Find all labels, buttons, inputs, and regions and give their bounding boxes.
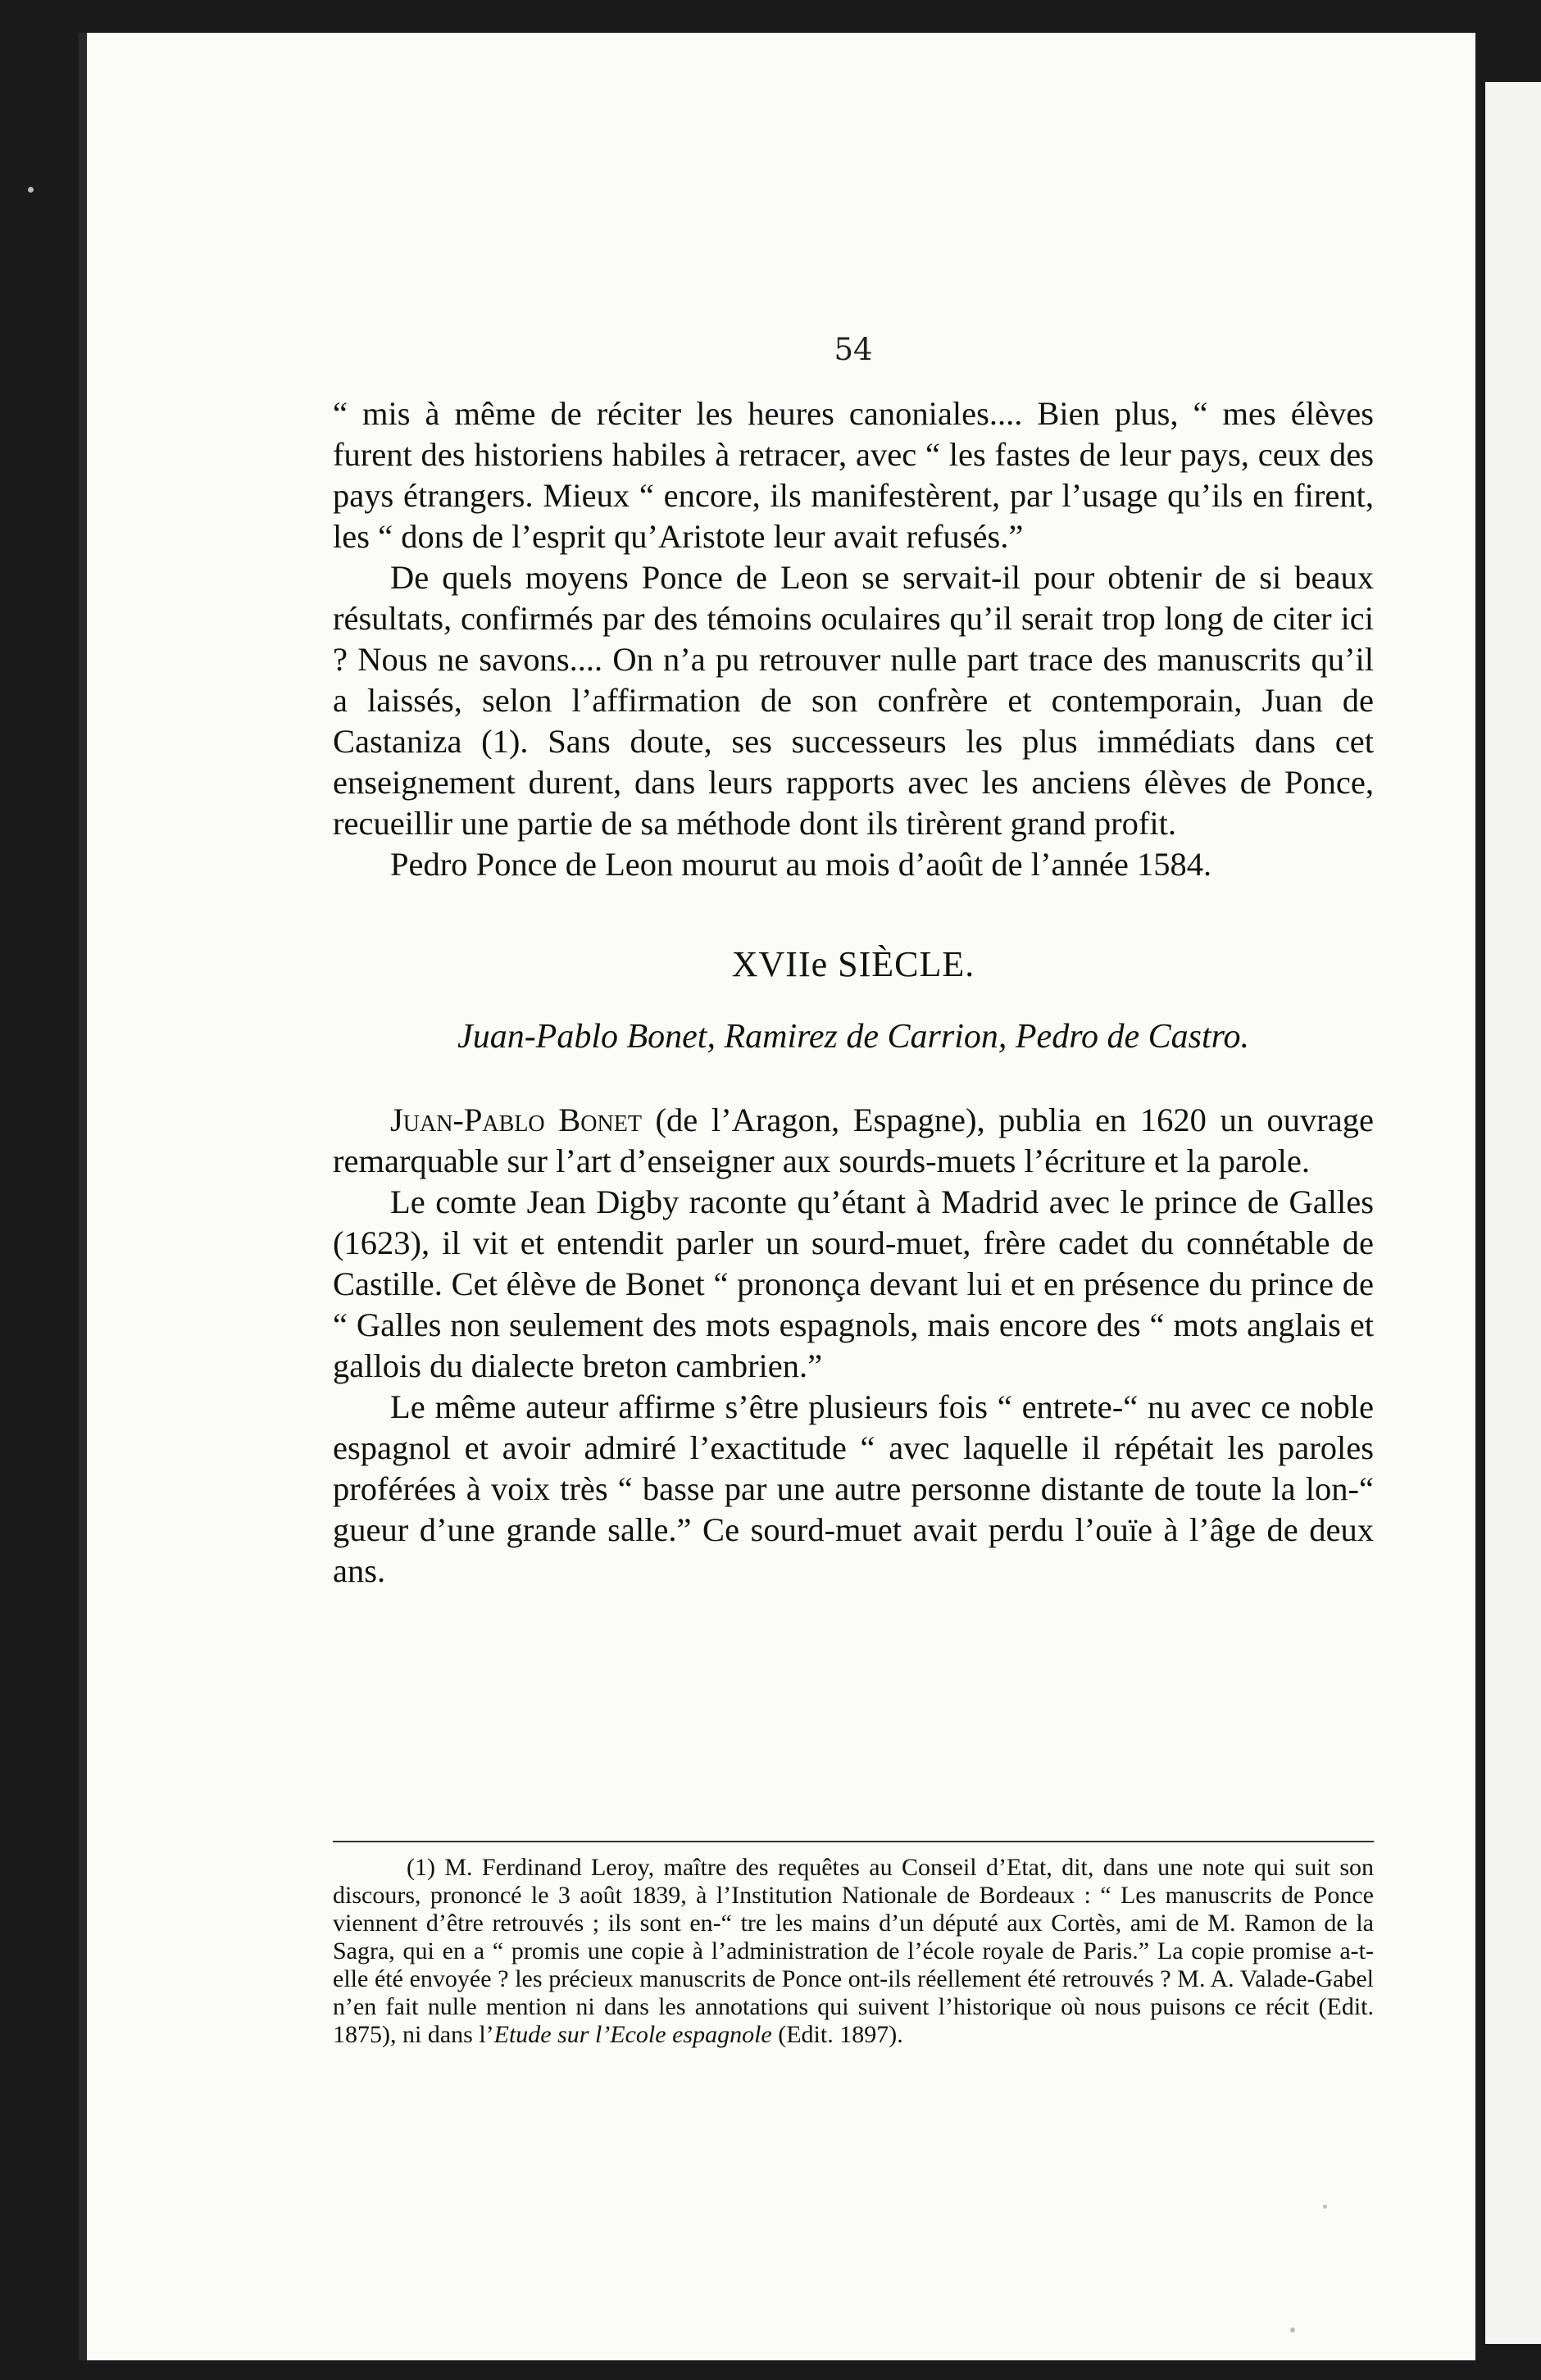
book-page	[79, 33, 1475, 2360]
paragraph-bonet	[333, 1100, 1374, 1182]
paragraph-methods: De quels moyens Ponce de Leon se servait-il pour obtenir de si beaux résultats, confirmés par des témoins oculaires qu’il serait trop long de citer ici ? Nous ne savons.... On n’a pu retrouver nulle part trace des manuscrits qu’il a laissés, selon l’affirmation de son confrère et contemporain, Juan de Castaniza (1). Sans doute, ses successeurs les plus immédiats dans cet enseignement durent, dans leurs rapports avec les anciens élèves de Ponce, recueillir une partie de sa méthode dont ils tirèrent grand profit.	[333, 559, 1374, 842]
next-page-edge	[1485, 82, 1541, 2344]
footnote-main: (1) M. Ferdinand Leroy, maître des requêtes au Conseil d’Etat, dit, dans une note qui suit son discours, prononcé le 3 août 1839, à l’Institution Nationale de Bordeaux : “ Les manuscrits de Ponce viennent d’être retrouvés ; ils sont en-“ tre les mains d’un député aux Cortès, ami de M. Ramon de la Sagra, qui en a “ promis une copie à l’administration de l’école royale de Paris.” La copie promise a-t-elle été envoyée ? les précieux manuscrits de Ponce ont-ils réellement été retrouvés ? M. A. Valade-Gabel n’en fait nulle mention ni dans les annotations qui suivent l’historique où nous puisons ce récit (Edit. 1875), ni dans l’	[333, 1854, 1374, 2048]
scan-speck	[1323, 2205, 1327, 2209]
footnote	[333, 1854, 1374, 2049]
footnote-divider	[333, 1841, 1374, 1842]
quote-paragraph: “ mis à même de réciter les heures canoniales.... Bien plus, “ mes élèves furent des historiens habiles à retracer, avec “ les fastes de leur pays, ceux des pays étrangers. Mieux “ encore, ils manifestèrent, par l’usage qu’ils en firent, les “ dons de l’esprit qu’Aristote leur avait refusés.”	[333, 395, 1374, 555]
paragraph-death: Pedro Ponce de Leon mourut au mois d’août de l’année 1584.	[390, 846, 1212, 883]
footnote-text	[333, 1854, 1374, 2049]
bonet-intro-text: (de l’Aragon, Espagne), publia en 1620 un ouvrage remarquable sur l’art d’enseigner aux sourds-muets l’écriture et la parole.	[333, 1101, 1374, 1179]
scan-speck	[1290, 2328, 1295, 2332]
footnote-title: Etude sur l’Ecole espagnole	[493, 2021, 772, 2048]
footnote-end: (Edit. 1897).	[771, 2021, 903, 2048]
page-number: 54	[834, 332, 873, 367]
body-text	[333, 393, 1374, 1592]
paragraph-digby: Le comte Jean Digby raconte qu’étant à Madrid avec le prince de Galles (1623), il vit et entendit parler un sourd-muet, frère cadet du connétable de Castille. Cet élève de Bonet “ prononça devant lui et en présence du prince de “ Galles non seulement des mots espagnols, mais encore des “ mots anglais et gallois du dialecte breton cambrien.”	[333, 1183, 1374, 1384]
section-authors: Juan-Pablo Bonet, Ramirez de Carrion, Pedro de Castro.	[457, 1018, 1249, 1056]
paragraph-same-author: Le même auteur affirme s’être plusieurs fois “ entrete-“ nu avec ce noble espagnol et avoir admiré l’exactitude “ avec laquelle il répétait les paroles proférées à voix très “ basse par une autre personne distante de toute la lon-“ gueur d’une grande salle.” Ce sourd-muet avait perdu l’ouïe à l’âge de deux ans.	[333, 1388, 1374, 1589]
bonet-name: Juan-Pablo Bonet	[390, 1101, 642, 1138]
section-title: XVIIe SIÈCLE.	[731, 944, 975, 984]
scan-speck	[28, 187, 34, 193]
